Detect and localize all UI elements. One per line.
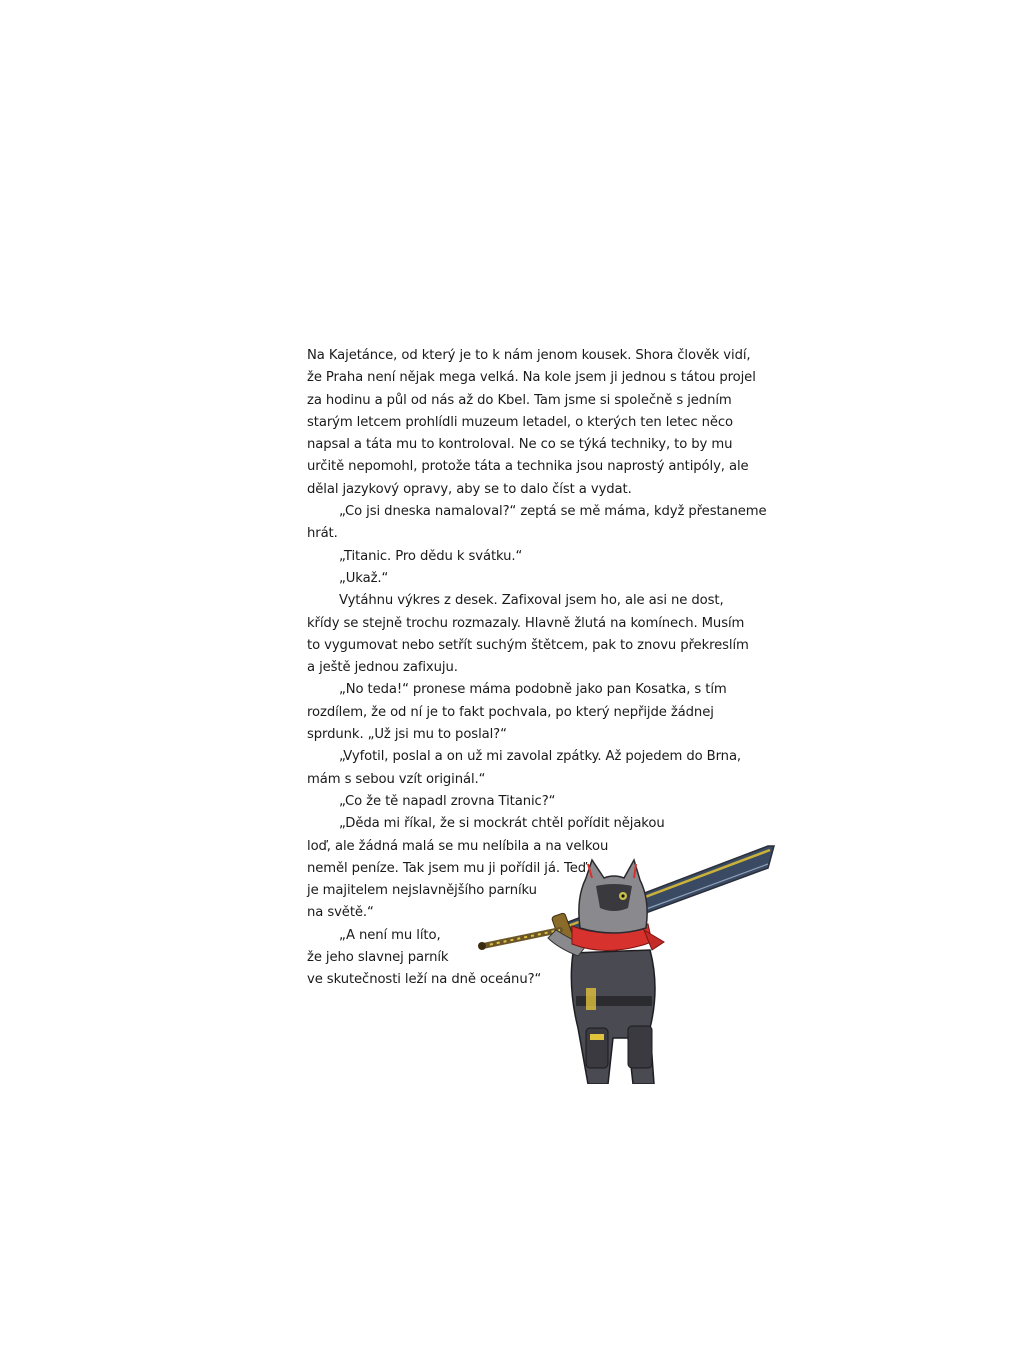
text-line: to vygumovat nebo setřít suchým štětcem, pak to znovu překreslím (307, 637, 749, 653)
text-line: a ještě jednou zafixuju. (307, 660, 458, 676)
text-line: sprdunk. „Už jsi mu to poslal?“ (307, 727, 507, 743)
text-line: Vytáhnu výkres z desek. Zafixoval jsem ho, ale asi ne dost, (339, 593, 724, 609)
text-line: „Co jsi dneska namaloval?“ zeptá se mě máma, když přestaneme (339, 504, 767, 520)
text-line: na světě.“ (307, 905, 374, 921)
text-line: křídy se stejně trochu rozmazaly. Hlavně žlutá na komínech. Musím (307, 615, 745, 631)
text-line: neměl peníze. Tak jsem mu ji pořídil já. Teď (307, 860, 587, 876)
text-line: je majitelem nejslavnějšího parníku (307, 883, 537, 899)
text-line: starým letcem prohlídli muzeum letadel, o kterých ten letec něco (307, 414, 734, 430)
text-line: určitě nepomohl, protože táta a technika jsou naprostý antipóly, ale (307, 459, 749, 475)
cat-warrior-illustration (468, 838, 784, 1084)
text-line: dělal jazykový opravy, aby se to dalo číst a vydat. (307, 481, 632, 497)
text-line: „Titanic. Pro dědu k svátku.“ (339, 548, 523, 564)
text-line: „Děda mi říkal, že si mockrát chtěl pořídit nějakou (339, 816, 665, 832)
text-line: „A není mu líto, (339, 927, 441, 943)
text-line: loď, ale žádná malá se mu nelíbila a na velkou (307, 838, 609, 854)
text-line: „Vyfotil, poslal a on už mi zavolal zpátky. Až pojedem do Brna, (339, 749, 742, 765)
text-line: hrát. (307, 526, 338, 542)
text-line: „Co že tě napadl zrovna Titanic?“ (339, 793, 556, 809)
text-line: že Praha není nějak mega velká. Na kole jsem ji jednou s tátou projel (307, 370, 756, 386)
text-line: mám s sebou vzít originál.“ (307, 771, 486, 787)
text-line: za hodinu a půl od nás až do Kbel. Tam jsme si společně s jedním (307, 392, 732, 408)
text-line: napsal a táta mu to kontroloval. Ne co se týká techniky, to by mu (307, 437, 733, 453)
text-line: „Ukaž.“ (339, 570, 389, 586)
text-line: ve skutečnosti leží na dně oceánu?“ (307, 972, 542, 988)
text-line: Na Kajetánce, od který je to k nám jenom kousek. Shora člověk vidí, (307, 348, 751, 363)
text-line: rozdílem, že od ní je to fakt pochvala, po který nepřijde žádnej (307, 704, 714, 720)
text-line: „No teda!“ pronese máma podobně jako pan Kosatka, s tím (339, 682, 727, 698)
text-line: že jeho slavnej parník (307, 950, 449, 966)
